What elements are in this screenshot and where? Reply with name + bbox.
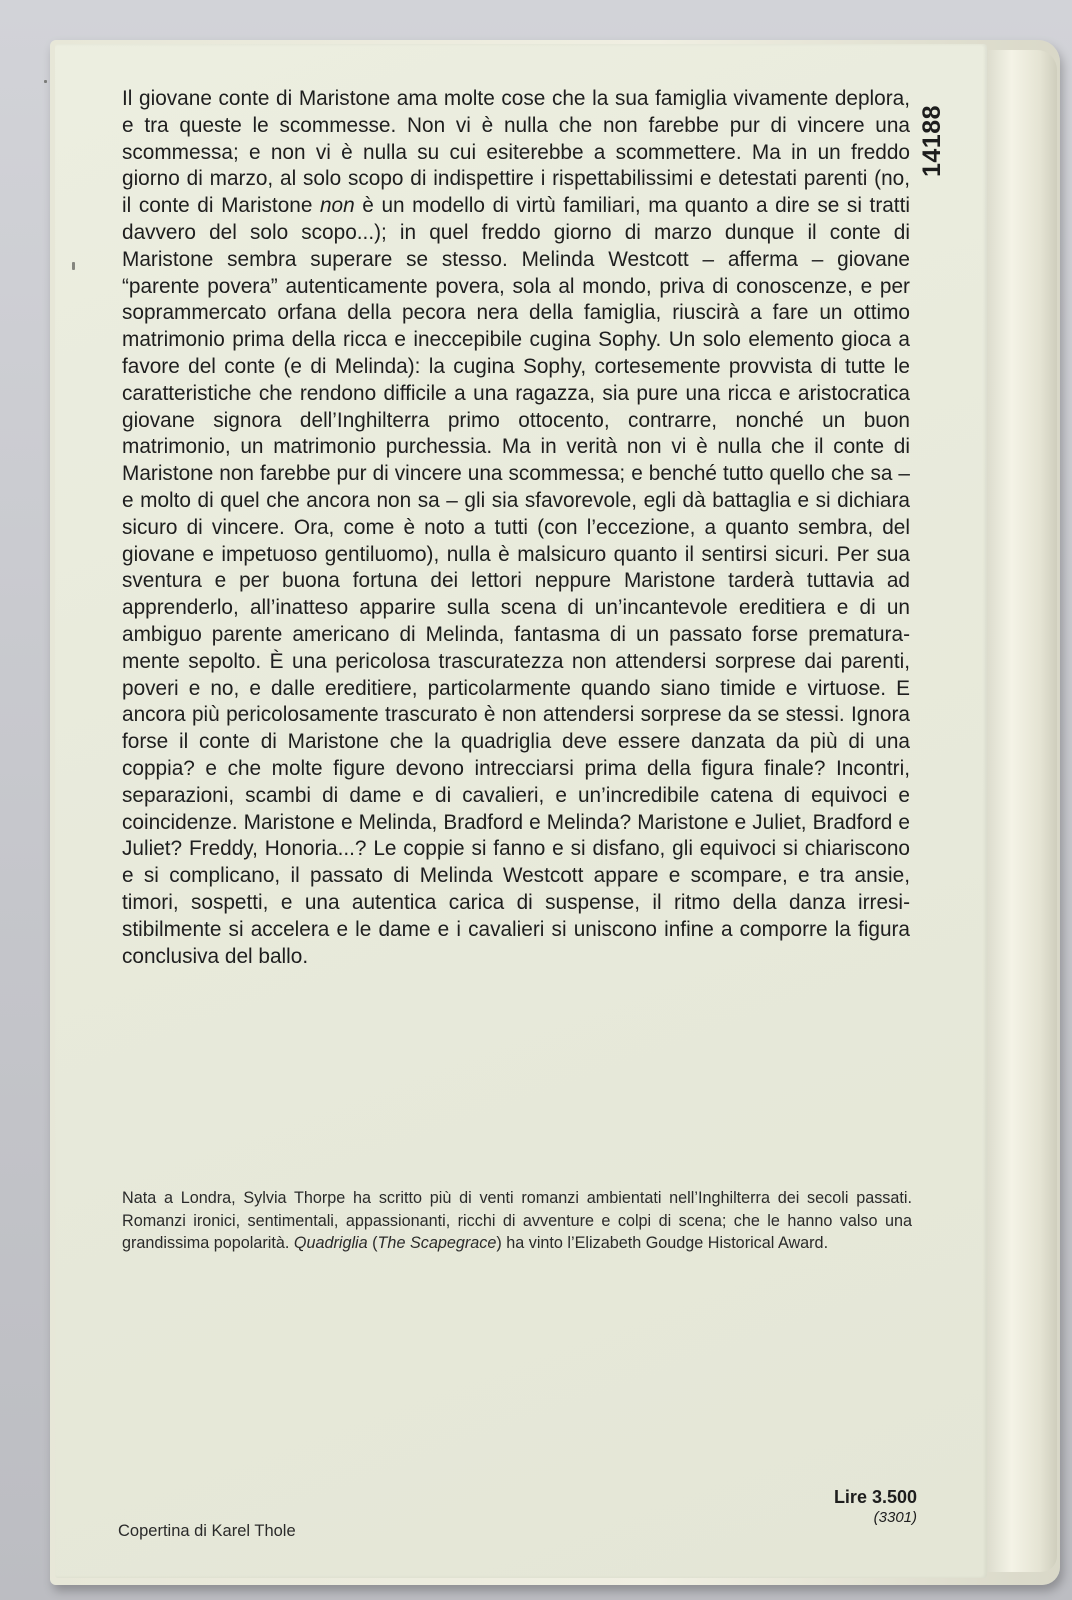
bio-title-english: The Scapegrace <box>377 1234 497 1252</box>
synopsis-text <box>122 86 910 970</box>
price-block <box>834 1486 917 1528</box>
author-bio-paragraph <box>122 1187 912 1255</box>
bio-title-italian: Quadriglia <box>293 1234 368 1252</box>
author-bio <box>122 1187 912 1255</box>
book-spine-edge <box>987 50 1057 1572</box>
bio-part-1: Nata a Londra, Sylvia Thorpe ha scritto più di venti romanzi ambientati nell’Inghilterra dei secoli passati. Romanzi ironici, sentimentali, appassionanti, ricchi di avventure e colpi di scena; che le hanno valso una grandissima popolarità. <box>122 1189 912 1252</box>
synopsis-part-1: Il giovane conte di Maristone ama molte cose che la sua famiglia vivamente deplora, e tra queste le scommesse. Non vi è nulla che non farebbe pur di vincere una scommessa; e non vi è nulla su cui esiterebbe a scommettere. Ma in un freddo giorno di marzo, al solo scopo di indispettire i rispettabilissimi e detestati parenti (no, il conte di Maristone <box>122 87 910 218</box>
price-code: (3301) <box>873 1509 917 1526</box>
synopsis-part-2: è un modello di virtù familiari, ma quanto a dire se si tratti davvero del solo scopo...); in quel freddo giorno di marzo dunque il conte di Maristone sembra superare se stesso. Melinda Westcott – afferma – giovane “parente povera” autenticamente povera, sola al mondo, priva di conoscenze, e per soprammercato orfana della pecora nera della famiglia, riuscirà a fare un ottimo matrimonio prima della ricca e ineccepibile cugina Sophy. Un solo elemento gioca a favore del conte (e di Melinda): la cugina Sophy, cortesemente provvista di tutte le caratteristiche che rendono difficile a una ragazza, sia pure una ricca e aristocratica giovane signora dell’Inghilterra primo ottocento, contrarre, nonché un buon matrimonio, un matrimonio purchessia. Ma in verità non vi è nulla che il conte di Maristone non farebbe pur di vincere una scommessa; e benché tutto quello che sa – e molto di quel che ancora non sa – gli sia sfavorevole, egli dà battaglia e si dichiara sicuro di vincere. Ora, come è noto a tutti (con l’eccezione, a quanto sembra, del giovane e impetuoso gentiluomo), nulla è malsicuro quanto il sentirsi sicuri. Per sua sventura e per buona fortuna dei lettori neppure Maristone tarderà tuttavia ad apprenderlo, all’inatteso apparire sulla scena di un’incantevole ereditiera e di un ambiguo parente americano di Melinda, fantasma di un passato forse prematuramente sepolto. È una pericolosa trascuratezza non attendersi sorprese dai parenti, poveri e no, e dalle ereditiere, particolarmente quando siano timide e virtuose. E ancora più pericolosamente trascurato è non attendersi sorprese da se stessi. Ignora forse il conte di Maristone che la quadriglia deve essere danzata da più di una coppia? e che molte figure devono intrecciarsi prima della figura finale? Incontri, separazioni, scambi di dame e di cavalieri, e un’incredibile catena di equivoci e coincidenze. Maristone e Melinda, Bradford e Melinda? Maristone e Juliet, Bradford e Juliet? Freddy, Honoria...? Le coppie si fanno e si disfano, gli equivoci si chiariscono e si complicano, il passato di Melinda Westcott appare e scompare, e tra ansie, timori, sospetti, e una autentica carica di suspense, il ritmo della danza irresistibilmente si accelera e le dame e i cavalieri si uniscono infine a comporre la figura conclusiva del ballo. <box>122 194 910 968</box>
paper-mark <box>72 262 75 270</box>
cover-credit: Copertina di Karel Thole <box>118 1522 296 1540</box>
synopsis-emphasis: non <box>319 194 355 218</box>
price-amount: Lire 3.500 <box>833 1487 917 1507</box>
bio-part-2: ( <box>367 1234 378 1252</box>
paper-mark <box>44 80 47 83</box>
synopsis-paragraph <box>122 86 910 970</box>
catalog-number: 14188 <box>917 104 946 178</box>
bio-part-3: ) ha vinto l’Elizabeth Goudge Historical Award. <box>496 1234 829 1252</box>
